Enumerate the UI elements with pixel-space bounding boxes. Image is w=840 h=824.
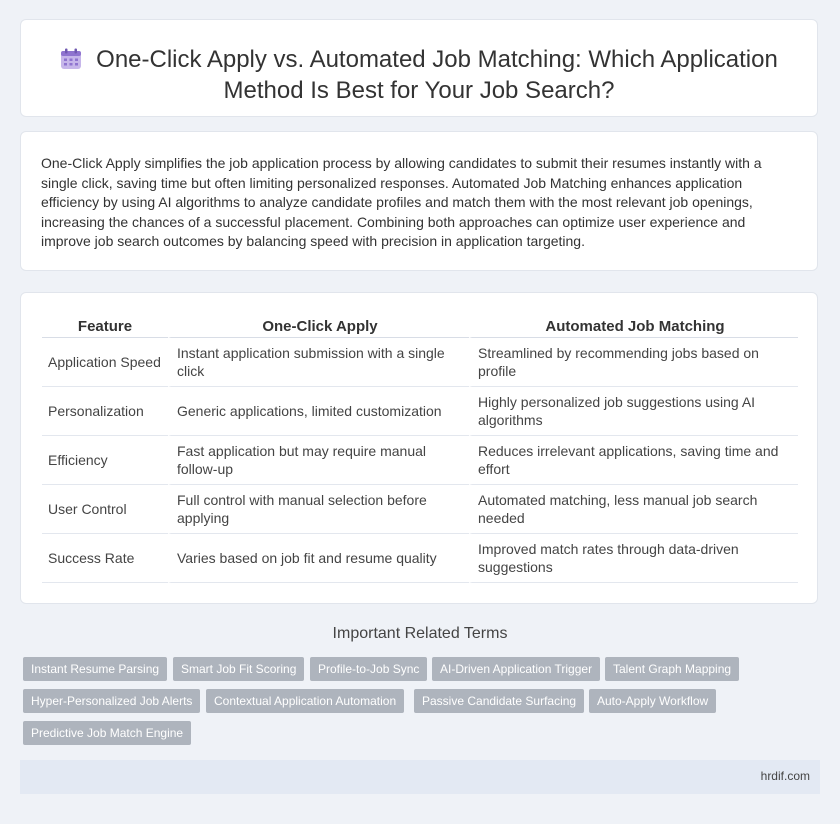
page-title-text: One-Click Apply vs. Automated Job Matching: Which Application Method Is Best for Your Job Search? xyxy=(96,46,778,104)
table-row xyxy=(42,436,798,485)
footer xyxy=(20,760,820,794)
related-term-tag[interactable]: AI-Driven Application Trigger xyxy=(432,657,600,681)
one-click-cell: Instant application submission with a single click xyxy=(168,338,469,387)
feature-cell: User Control xyxy=(42,485,168,534)
intro-card xyxy=(20,131,818,271)
header-feature: Feature xyxy=(42,315,168,338)
intro-paragraph: One-Click Apply simplifies the job application process by allowing candidates to submit their resumes instantly with a single click, saving time but often limiting personalized responses. Automated Job Matching enhances application efficiency by using AI algorithms to analyze candidate profiles and match them with the most relevant job openings, increasing the chances of a successful placement. Combining both approaches can optimize user experience and improve job search outcomes by balancing speed with precision in application targeting. xyxy=(41,155,762,249)
automated-cell: Streamlined by recommending jobs based on profile xyxy=(469,338,798,387)
footer-site-link[interactable]: hrdif.com xyxy=(760,769,810,783)
one-click-cell: Fast application but may require manual follow-up xyxy=(168,436,469,485)
table-row xyxy=(42,485,798,534)
related-term-tag[interactable]: Profile-to-Job Sync xyxy=(310,657,427,681)
automated-cell: Automated matching, less manual job search needed xyxy=(469,485,798,534)
related-term-tag[interactable]: Predictive Job Match Engine xyxy=(23,721,191,745)
related-term-tag[interactable]: Contextual Application Automation xyxy=(206,689,404,713)
related-terms-heading: Important Related Terms xyxy=(332,625,508,642)
related-term-tag[interactable]: Talent Graph Mapping xyxy=(605,657,739,681)
related-term-tag[interactable]: Auto-Apply Workflow xyxy=(589,689,716,713)
one-click-cell: Full control with manual selection before applying xyxy=(168,485,469,534)
header-one-click-apply: One-Click Apply xyxy=(168,315,469,338)
related-term-tag[interactable]: Passive Candidate Surfacing xyxy=(414,689,584,713)
comparison-card xyxy=(20,292,818,604)
one-click-cell: Generic applications, limited customization xyxy=(168,387,469,436)
automated-cell: Reduces irrelevant applications, saving time and effort xyxy=(469,436,798,485)
related-term-tag[interactable]: Instant Resume Parsing xyxy=(23,657,167,681)
feature-cell: Personalization xyxy=(42,387,168,436)
page-title xyxy=(21,44,817,106)
automated-cell: Improved match rates through data-driven suggestions xyxy=(469,534,798,583)
feature-cell: Success Rate xyxy=(42,534,168,583)
table-row xyxy=(42,387,798,436)
title-card xyxy=(20,19,818,117)
header-automated-job-matching: Automated Job Matching xyxy=(469,315,798,338)
related-term-tag[interactable]: Smart Job Fit Scoring xyxy=(173,657,304,681)
table-header-row xyxy=(42,315,798,338)
comparison-table xyxy=(42,315,798,583)
one-click-cell: Varies based on job fit and resume quality xyxy=(168,534,469,583)
table-row xyxy=(42,338,798,387)
calendar-icon xyxy=(60,47,82,69)
feature-cell: Application Speed xyxy=(42,338,168,387)
feature-cell: Efficiency xyxy=(42,436,168,485)
related-term-tag[interactable]: Hyper-Personalized Job Alerts xyxy=(23,689,200,713)
table-row xyxy=(42,534,798,583)
automated-cell: Highly personalized job suggestions using AI algorithms xyxy=(469,387,798,436)
